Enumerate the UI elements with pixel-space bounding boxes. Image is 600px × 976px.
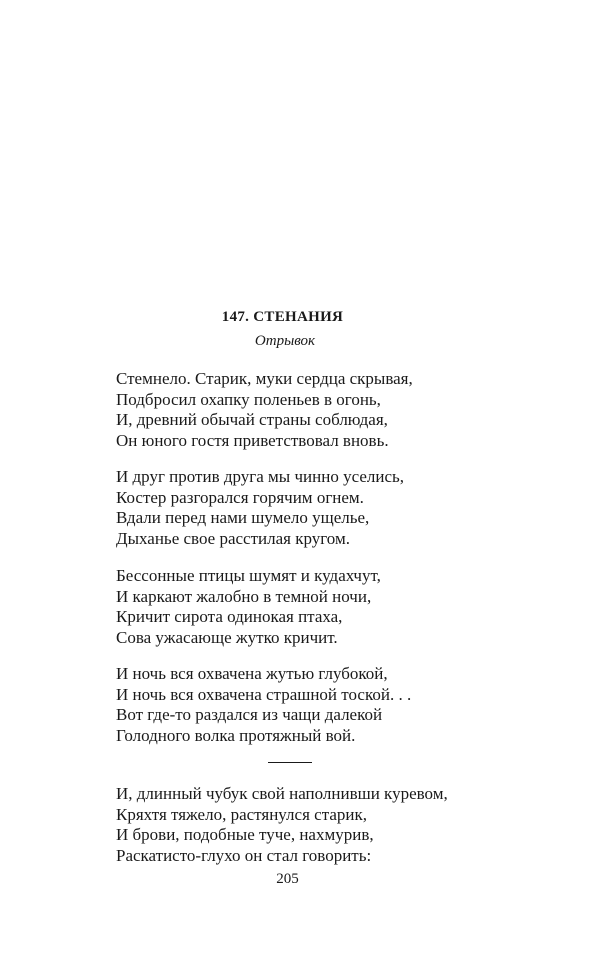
verse-line: Он юного гостя приветствовал вновь.: [116, 430, 389, 450]
verse-line: Кричит сирота одинокая птаха,: [116, 607, 343, 626]
stanza: [116, 664, 411, 746]
verse-line: Бессонные птицы шумят и кудахчут,: [116, 566, 381, 585]
verse-line: Стемнело. Старик, муки сердца скрывая,: [116, 369, 413, 388]
page-number: 205: [276, 871, 299, 887]
verse-line: Кряхтя тяжело, растянулся старик,: [116, 804, 367, 824]
verse-line: Подбросил охапку поленьев в огонь,: [116, 389, 381, 409]
stanza: [116, 467, 404, 549]
poem-title: 147. СТЕНАНИЯ: [221, 309, 344, 325]
verse-line: Дыханье свое расстилая кругом.: [116, 528, 350, 548]
verse-line: И ночь вся охвачена жутью глубокой,: [116, 664, 388, 683]
stanza: [116, 566, 381, 648]
verse-line: Костер разгорался горячим огнем.: [116, 487, 364, 507]
stanza: [116, 784, 448, 866]
verse-line: Раскатисто-глухо он стал говорить:: [116, 845, 372, 865]
verse-line: И каркают жалобно в темной ночи,: [116, 586, 372, 606]
stanza: [116, 369, 413, 451]
verse-line: И, древний обычай страны соблюдая,: [116, 410, 388, 429]
verse-line: И брови, подобные туче, нахмурив,: [116, 825, 374, 844]
verse-line: Голодного волка протяжный вой.: [116, 725, 356, 745]
verse-line: Сова ужасающе жутко кричит.: [116, 627, 338, 647]
verse-line: Вдали перед нами шумело ущелье,: [116, 508, 370, 527]
poem-subtitle: Отрывок: [254, 333, 316, 349]
verse-line: Вот где-то раздался из чащи далекой: [116, 705, 383, 724]
verse-line: И друг против друга мы чинно уселись,: [116, 467, 404, 486]
section-divider: [268, 762, 312, 763]
verse-line: И ночь вся охвачена страшной тоской. . .: [116, 684, 412, 704]
verse-line: И, длинный чубук свой наполнивши куревом,: [116, 784, 448, 803]
